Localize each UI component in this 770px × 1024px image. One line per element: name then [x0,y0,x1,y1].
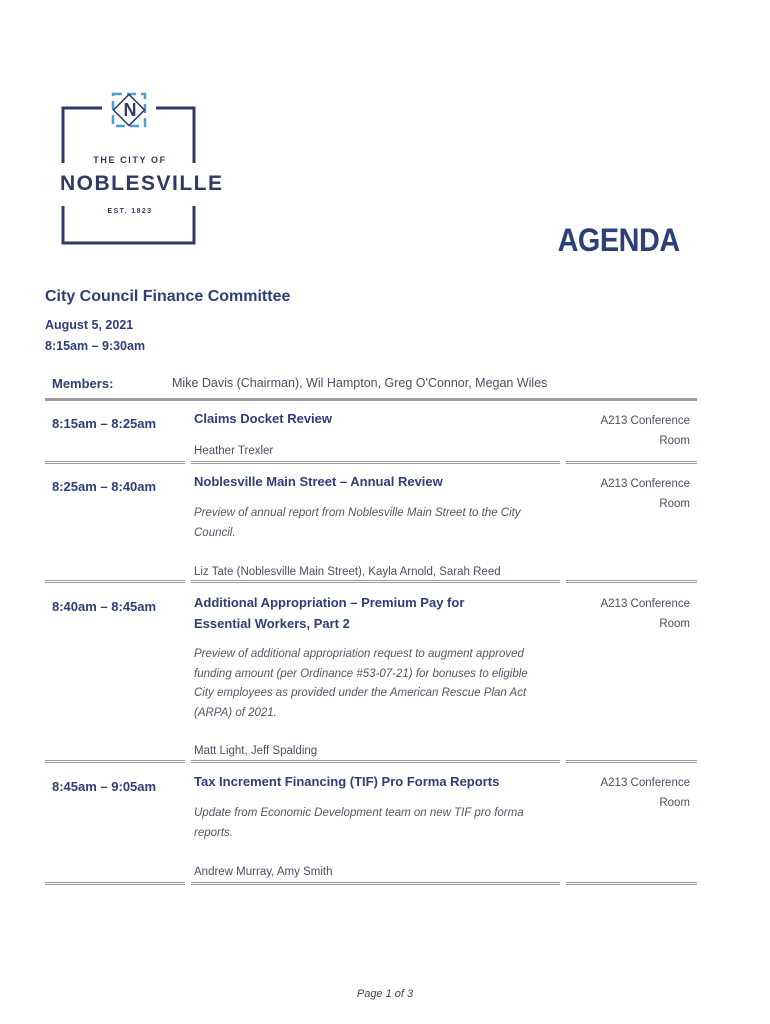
item-description: Preview of annual report from Noblesville Main Street to the City Council. [194,507,521,539]
item-presenters: Heather Trexler [194,445,274,457]
item-location: A213 Conference Room [600,478,690,510]
item-title: Claims Docket Review [194,411,333,426]
logo-line-est: EST. 1823 [107,208,153,215]
logo-line-city: THE CITY OF [93,155,167,165]
members-list: Mike Davis (Chairman), Wil Hampton, Greg O'Connor, Megan Wiles [172,376,548,390]
members-label: Members: [52,376,114,391]
item-presenters: Liz Tate (Noblesville Main Street), Kayla Arnold, Sarah Reed [194,566,501,578]
meeting-date: August 5, 2021 [45,318,134,332]
divider [45,882,697,885]
item-time: 8:25am – 8:40am [52,479,157,494]
item-location: A213 Conference Room [600,777,690,809]
item-description: Update from Economic Development team on new TIF pro forma reports. [194,807,524,839]
meeting-time: 8:15am – 9:30am [45,339,146,353]
item-time: 8:15am – 8:25am [52,416,157,431]
item-presenters: Andrew Murray, Amy Smith [194,866,333,878]
item-time: 8:40am – 8:45am [52,599,157,614]
divider [45,461,697,464]
item-time: 8:45am – 9:05am [52,779,157,794]
item-presenters: Matt Light, Jeff Spalding [194,745,318,757]
item-location: A213 Conference Room [600,598,690,630]
item-title: Additional Appropriation – Premium Pay for Essential Workers, Part 2 [194,595,465,631]
item-title: Tax Increment Financing (TIF) Pro Forma Reports [194,774,500,789]
page-title: AGENDA [557,222,680,258]
logo-letter: N [123,100,137,120]
city-logo [60,86,224,248]
divider [45,580,697,583]
divider [45,760,697,763]
item-location: A213 Conference Room [600,415,690,447]
divider [45,398,697,401]
logo-line-name: NOBLESVILLE [60,172,224,195]
item-description: Preview of additional appropriation request to augment approved funding amount (per Ordinance #53-07-21) for bonuses to eligible City employees as provided under the American Rescue Plan Act (ARPA) of 2021. [194,648,528,719]
page-number: Page 1 of 3 [356,988,414,1000]
committee-name: City Council Finance Committee [45,288,291,305]
item-title: Noblesville Main Street – Annual Review [194,474,443,489]
